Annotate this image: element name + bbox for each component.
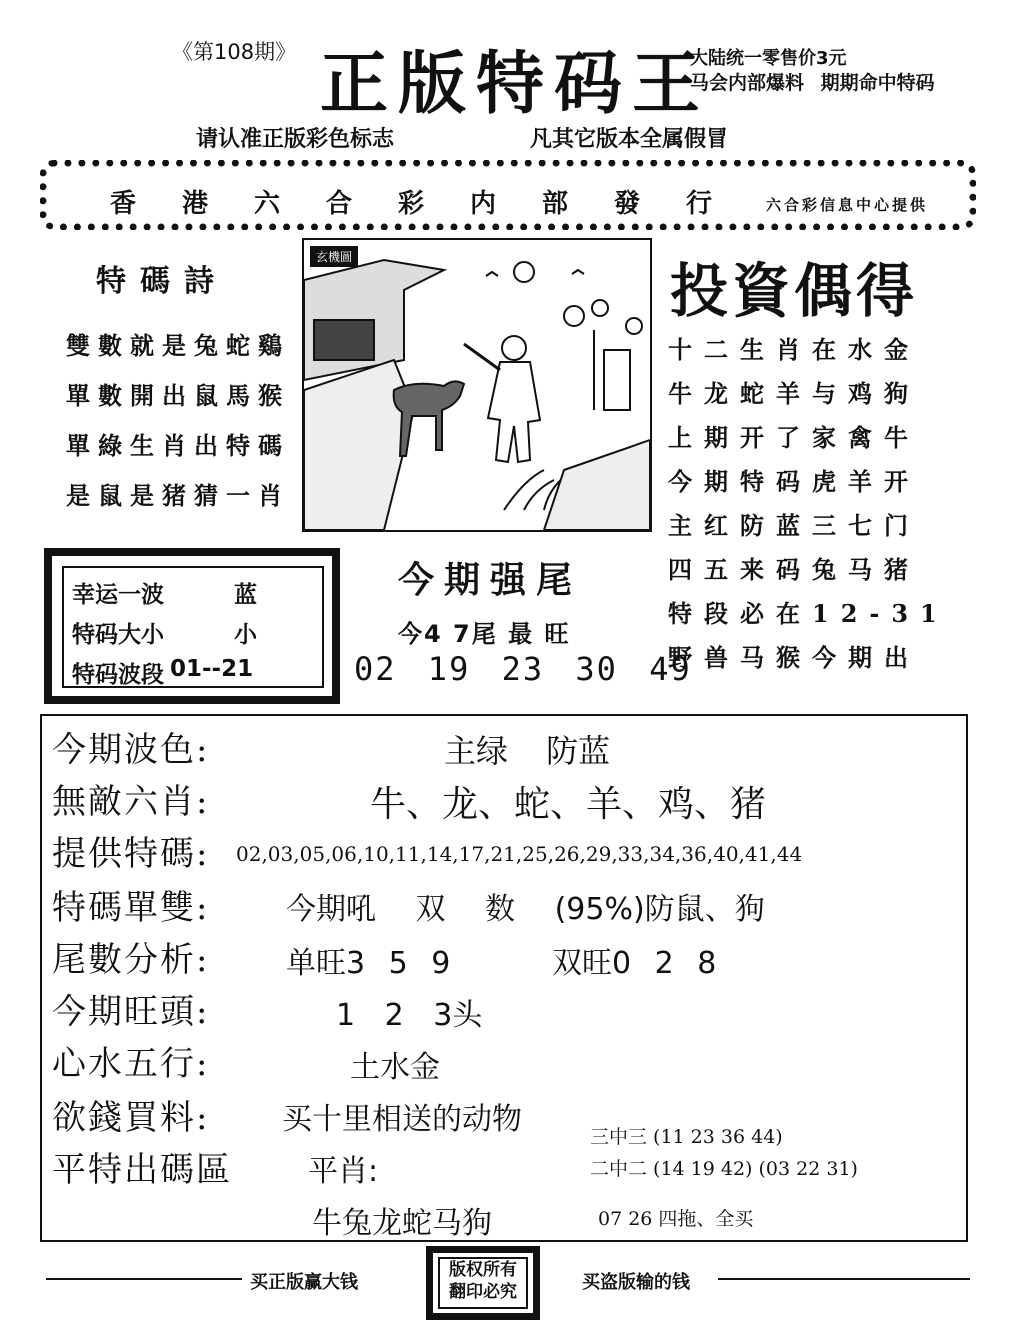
luck-row-value: 蓝 [234, 582, 257, 608]
two-in-two: 二中二 (14 19 42) (03 22 31) [590, 1158, 858, 1180]
person-arm [464, 344, 500, 370]
invest-line: 特段必在12-31 [668, 599, 949, 628]
drag-text: 07 26 四拖、全买 [598, 1208, 754, 1230]
footer-right-text: 买盗版输的钱 [582, 1272, 690, 1293]
invest-line: 牛龙蛇羊与鸡狗 [668, 379, 920, 408]
window-shape [314, 320, 374, 360]
flat-sub: 平肖: [308, 1154, 379, 1189]
tail-title: 今期强尾 [398, 560, 583, 601]
footer-line-left [46, 1278, 242, 1280]
tail-analysis-label: 尾數分析: [52, 940, 210, 980]
six-zodiac-value: 牛、龙、蛇、羊、鸡、猪 [370, 784, 767, 825]
horse-figure [394, 381, 464, 456]
flower-icon [592, 300, 608, 316]
person-figure [488, 362, 540, 462]
luck-row-label: 幸运一波 [72, 582, 164, 608]
flower-icon [626, 318, 642, 334]
hot-head-label: 今期旺頭: [52, 992, 210, 1032]
price-text: 大陆统一零售价3元 [690, 48, 847, 69]
issue-number: 《第108期》 [172, 40, 297, 64]
special-label: 提供特碼: [52, 834, 210, 874]
poem-line: 單數開出鼠馬猴 [66, 381, 290, 410]
hot-head-value: 1 2 3头 [336, 998, 483, 1033]
footer-left-text: 买正版赢大钱 [250, 1272, 358, 1293]
odd-even-value: 今期吼 双 数 (95%)防鼠、狗 [286, 892, 765, 927]
tail-odd: 单旺3 5 9 [286, 946, 451, 981]
copyright-stamp-inner [438, 1257, 528, 1309]
poem-line: 雙數就是兔蛇鷄 [66, 331, 290, 360]
poem-title: 特碼詩 [96, 264, 228, 299]
invest-line: 上期开了家禽牛 [668, 423, 920, 452]
five-element-label: 心水五行: [52, 1044, 210, 1084]
poem-line: 是鼠是猪猜一肖 [66, 481, 290, 510]
buy-label: 欲錢買料: [52, 1098, 210, 1138]
invest-line: 野兽马猴今期出 [668, 643, 920, 672]
invest-line: 今期特码虎羊开 [668, 467, 920, 496]
stamp-line-2: 翻印必究 [449, 1282, 517, 1302]
banner-subtitle: 六合彩信息中心提供 [766, 196, 929, 214]
scene-illustration [304, 240, 650, 530]
footer-line-right [718, 1278, 970, 1280]
six-zodiac-label: 無敵六肖: [52, 782, 210, 822]
special-value: 02,03,05,06,10,11,14,17,21,25,26,29,33,34,36,40,41,44 [236, 842, 803, 866]
page-title: 正版特码王 [320, 44, 711, 124]
hill-shape [544, 440, 650, 530]
luck-row-label: 特码波段 [72, 662, 164, 688]
copyright-stamp [426, 1246, 540, 1320]
authenticity-left: 请认准正版彩色标志 [196, 127, 395, 152]
stamp-line-1: 版权所有 [449, 1260, 517, 1280]
flat-zodiac: 牛兔龙蛇马狗 [312, 1206, 492, 1241]
authenticity-right: 凡其它版本全属假冒 [530, 127, 729, 152]
three-in-three: 三中三 (11 23 36 44) [590, 1126, 783, 1148]
flat-label: 平特出碼區 [52, 1150, 232, 1190]
tail-subtitle: 今4 7尾 最 旺 [398, 620, 571, 648]
invest-line: 主红防蓝三七门 [668, 511, 920, 540]
rock-shape [304, 360, 414, 530]
five-element-value: 土水金 [350, 1050, 440, 1085]
buy-value: 买十里相送的动物 [282, 1102, 522, 1137]
tail-numbers: 02 19 23 30 49 [354, 650, 692, 688]
poem-line: 單綠生肖出特碼 [66, 431, 290, 460]
luck-row-value: 01--21 [170, 656, 254, 682]
luck-row-value: 小 [234, 622, 257, 648]
bird-icon [486, 272, 498, 276]
wave-value: 主绿 防蓝 [444, 732, 611, 770]
slogan-text: 马会内部爆料 期期命中特码 [690, 72, 935, 94]
mystery-picture [302, 238, 652, 532]
moon-icon [514, 262, 534, 282]
invest-line: 十二生肖在水金 [668, 335, 920, 364]
flower-icon [564, 306, 584, 326]
invest-title: 投資偶得 [670, 257, 919, 325]
odd-even-label: 特碼單雙: [52, 888, 210, 928]
wave-label: 今期波色: [52, 730, 210, 770]
invest-line: 四五来码兔马猪 [668, 555, 920, 584]
jar-shape [604, 350, 630, 410]
luck-row-label: 特码大小 [72, 622, 164, 648]
tail-even: 双旺0 2 8 [552, 946, 717, 981]
bird-icon [572, 270, 584, 274]
banner-title: 香港六合彩内部發行 [110, 189, 759, 219]
picture-label: 玄機圖 [310, 246, 358, 267]
person-head [502, 336, 526, 360]
